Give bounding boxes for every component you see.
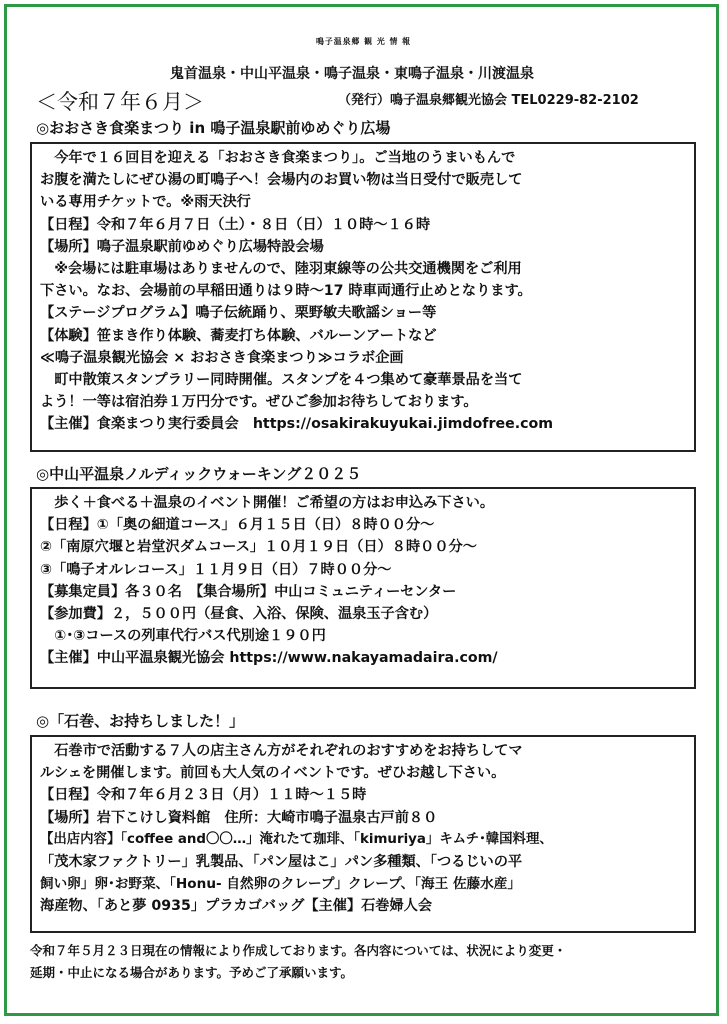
section-line: ルシェを開催します。前回も大人気のイベントです。ぜひお越し下さい。 xyxy=(40,765,506,782)
section-line: 下さい。なお、会場前の早稲田通りは９時～17 時車両通行止めとなります。 xyxy=(40,283,532,300)
section-line: 【場所】岩下こけし資料館 住所：大崎市鳴子温泉古戸前８０ xyxy=(40,809,438,826)
section-line: ※会場には駐車場はありませんので、陸羽東線等の公共交通機関をご利用 xyxy=(40,261,522,278)
footer-note-line2: 延期・中止になる場合があります。予めご了承願います。 xyxy=(30,965,354,980)
section-heading-ishinomaki: ◎「石巻、お持ちしました！」 xyxy=(36,712,245,730)
section-line: 【募集定員】各３０名 【集合場所】中山コミュニティーセンター xyxy=(40,583,457,600)
section-line: 【参加費】２，５００円（昼食、入浴、保険、温泉玉子含む） xyxy=(40,606,438,623)
section-line: 【日程】令和７年６月２３日（月）１１時～１５時 xyxy=(40,787,367,804)
section-line: 町中散策スタンプラリー同時開催。スタンプを４つ集めて豪華景品を当て xyxy=(40,372,523,389)
section-line: 「茂木家ファクトリー」乳製品、「パン屋はこ」パン多種類、「つるじいの平 xyxy=(40,854,523,871)
section-line: いる専用チケットで。※雨天決行 xyxy=(40,194,251,211)
section-line: 石巻市で活動する７人の店主さん方がそれぞれのおすすめをお持ちしてマ xyxy=(40,743,523,759)
section-line: 飼い卵」卵･お野菜、「Honu- 自然卵のクレープ」クレープ、「海王 佐藤水産」 xyxy=(40,876,521,893)
section-line: 歩く＋食べる＋温泉のイベント開催！ご希望の方はお申込み下さい。 xyxy=(40,495,495,511)
section-line: 【日程】令和７年６月７日（土）・８日（日）１０時～１６時 xyxy=(40,216,431,233)
section-line: 【場所】鳴子温泉駅前ゆめぐり広場特設会場 xyxy=(40,238,324,255)
page-title: 鳴子温泉郷 観 光 情 報 xyxy=(315,37,411,46)
section-line: 今年で１６回目を迎える「おおさき食楽まつり」。ご当地のうまいもんで xyxy=(40,150,516,166)
section-line-organizer: 【主催】食楽まつり実行委員会 https://osakirakuyukai.jimdofree.com xyxy=(40,416,554,433)
section-line: 海産物、「あと夢 0935」プラカゴバッグ【主催】石巻婦人会 xyxy=(40,898,433,915)
onsen-list: 鬼首温泉・中山平温泉・鳴子温泉・東鳴子温泉・川渡温泉 xyxy=(170,66,534,82)
section-line: よう！一等は宿泊券１万円分です。ぜひご参加お待ちしております。 xyxy=(40,394,478,411)
section-line: ①･③コースの列車代行バス代別途１９０円 xyxy=(40,628,326,645)
publisher-info: （発行）鳴子温泉郷観光協会 TEL0229-82-2102 xyxy=(338,93,639,108)
issue-date: ＜令和７年６月＞ xyxy=(36,90,204,114)
section-line: 【出店内容】「coffee and〇〇…」淹れたて珈琲、「kimuriya」キムチ･韓国料理、 xyxy=(40,831,553,847)
section-box-ishinomaki xyxy=(30,735,696,933)
section-line: ③「鳴子オルレコース」１１月９日（日）７時００分～ xyxy=(40,561,392,578)
section-line: 【ステージプログラム】鳴子伝統踊り、栗野敏夫歌謡ショー等 xyxy=(40,305,437,322)
section-heading-shokuraku: ◎おおさき食楽まつり in 鳴子温泉駅前ゆめぐり広場 xyxy=(36,119,391,137)
section-line: お腹を満たしにぜひ湯の町鳴子へ！会場内のお買い物は当日受付で販売して xyxy=(40,172,523,189)
section-line: ≪鳴子温泉観光協会 × おおさき食楽まつり≫コラボ企画 xyxy=(40,349,404,366)
section-box-shokuraku xyxy=(30,142,696,452)
section-box-nordic xyxy=(30,487,696,689)
section-line: 【体験】笹まき作り体験、蕎麦打ち体験、バルーンアートなど xyxy=(40,327,437,344)
section-line: ②「南原穴堰と岩堂沢ダムコース」１０月１９日（日）８時００分～ xyxy=(40,539,477,556)
section-line: 【日程】①「奥の細道コース」６月１５日（日）８時００分～ xyxy=(40,517,435,534)
section-line-organizer: 【主催】中山平温泉観光協会 https://www.nakayamadaira.com/ xyxy=(40,650,498,667)
section-heading-nordic: ◎中山平温泉ノルディックウォーキング２０２５ xyxy=(36,465,362,483)
footer-note-line1: 令和７年５月２３日現在の情報により作成しております。各内容については、状況により変更・ xyxy=(30,943,567,958)
